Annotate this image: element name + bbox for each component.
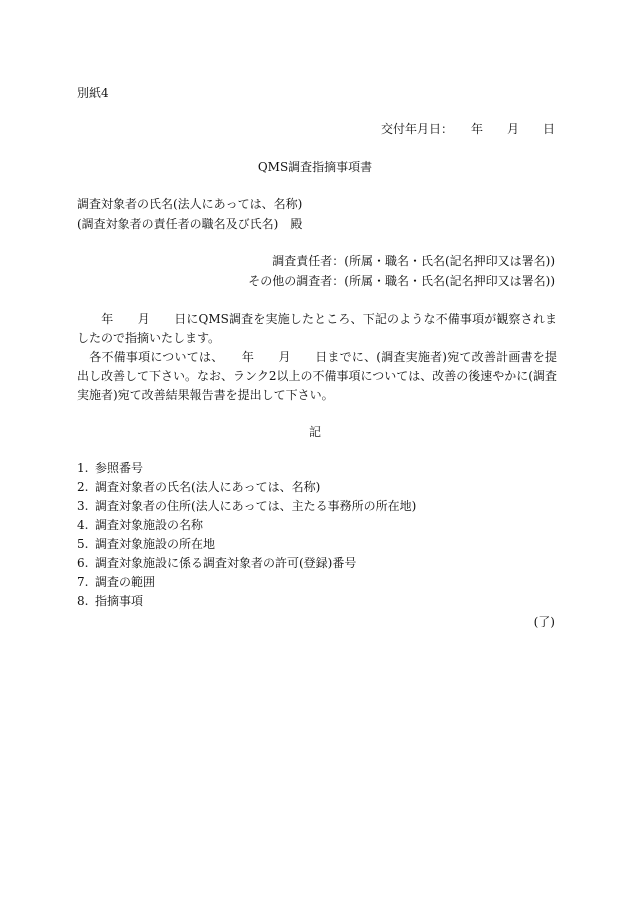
list-item <box>77 459 416 478</box>
issue-date: 交付年月日： 年 月 日 <box>380 122 555 136</box>
end-mark: (了) <box>533 615 555 629</box>
item-text: 調査対象者の氏名(法人にあっては、名称) <box>95 480 321 494</box>
addressee-responsible: (調査対象者の責任者の職名及び氏名) 殿 <box>77 217 303 231</box>
item-number: 6. <box>77 556 89 570</box>
item-text: 指摘事項 <box>95 594 144 608</box>
list-item <box>77 592 416 611</box>
item-list <box>77 459 416 611</box>
item-text: 調査対象施設に係る調査対象者の許可(登録)番号 <box>95 556 357 570</box>
list-item <box>77 478 416 497</box>
item-text: 調査対象施設の所在地 <box>95 537 216 551</box>
item-number: 7. <box>77 575 89 589</box>
item-text: 調査の範囲 <box>95 575 156 589</box>
list-item <box>77 497 416 516</box>
item-number: 1. <box>77 461 89 475</box>
addressee-name: 調査対象者の氏名(法人にあっては、名称) <box>77 197 303 211</box>
item-text: 調査対象施設の名称 <box>95 518 204 532</box>
list-item <box>77 535 416 554</box>
list-item <box>77 554 416 573</box>
item-number: 5. <box>77 537 89 551</box>
attachment-label: 別紙4 <box>77 86 109 100</box>
item-text: 調査対象者の住所(法人にあっては、主たる事務所の所在地) <box>95 499 417 513</box>
document-title: QMS調査指摘事項書 <box>257 160 373 174</box>
item-number: 4. <box>77 518 89 532</box>
item-number: 3. <box>77 499 89 513</box>
ki-heading: 記 <box>308 425 321 439</box>
instruction-paragraph: 各不備事項については、 年 月 日までに、(調査実施者)宛て改善計画書を提出し改善して下さい。なお、ランク2以上の不備事項については、改善の後速やかに(調査実施者)宛て改善結果報告書を提出して下さい。 <box>77 350 557 402</box>
item-text: 参照番号 <box>95 461 144 475</box>
list-item <box>77 516 416 535</box>
intro-paragraph: 年 月 日にQMS調査を実施したところ、下記のような不備事項が観察されましたので指摘いたします。 <box>77 312 557 345</box>
other-inspector-line: その他の調査者：(所属・職名・氏名(記名押印又は署名)) <box>248 274 555 288</box>
inspector-line: 調査責任者：(所属・職名・氏名(記名押印又は署名)) <box>272 254 555 268</box>
item-number: 2. <box>77 480 89 494</box>
item-number: 8. <box>77 594 89 608</box>
list-item <box>77 573 416 592</box>
